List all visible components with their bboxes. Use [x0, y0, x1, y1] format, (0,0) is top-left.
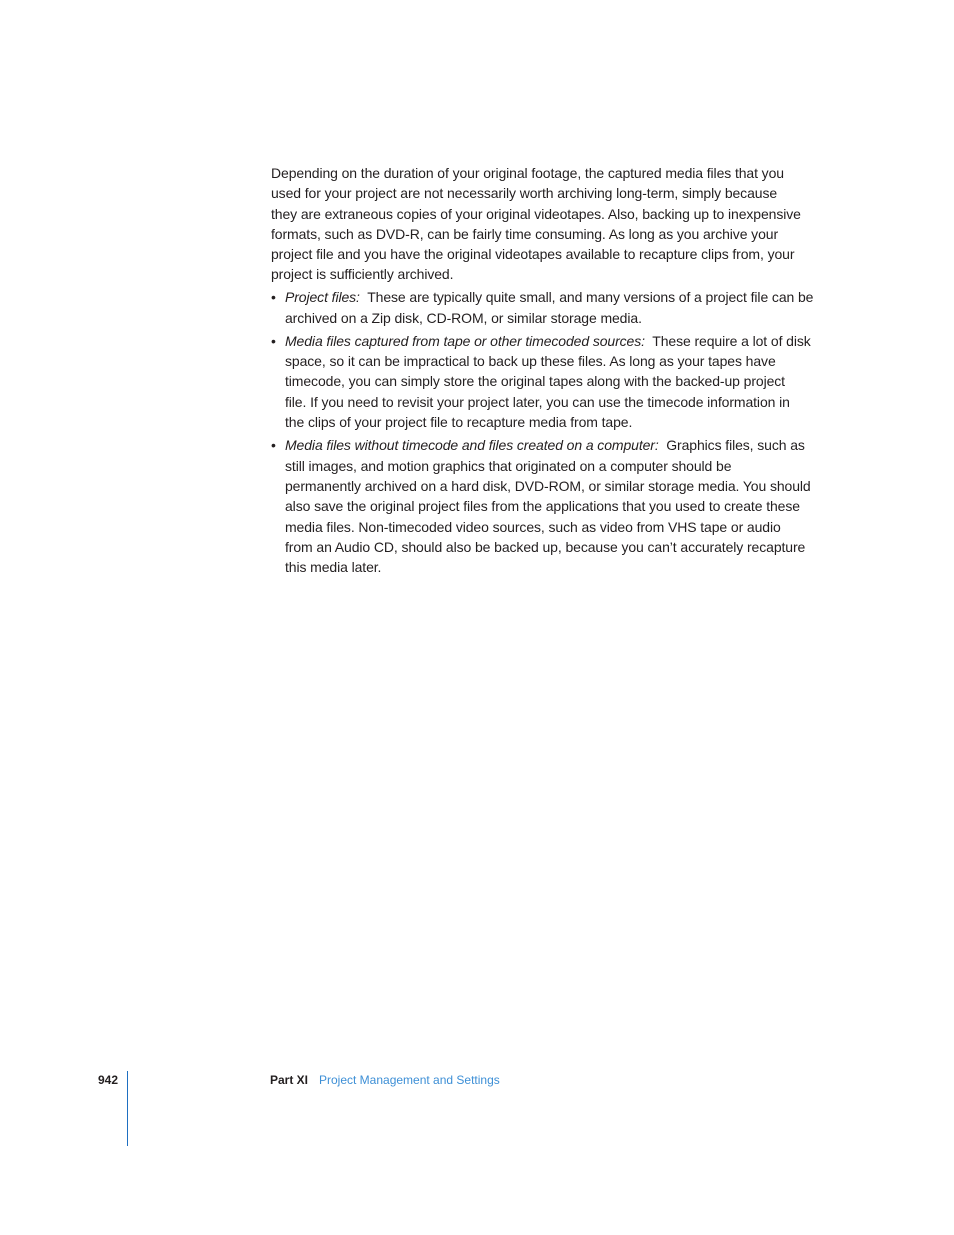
- text-line: [285, 435, 831, 455]
- text-line: used for your project are not necessarily worth archiving long-term, simply because: [271, 185, 778, 202]
- text-line: the clips of your project file to recapture media from tape.: [285, 414, 633, 431]
- footer-part-label: Part XI: [270, 1073, 309, 1087]
- text-line: [285, 287, 831, 307]
- bullet-item: [271, 435, 831, 577]
- text-line: this media later.: [285, 559, 382, 576]
- bullet-lead: Media files without timecode and files created on a computer:: [285, 437, 659, 454]
- page-number: 942: [98, 1073, 119, 1087]
- text-line: Depending on the duration of your original footage, the captured media files that you: [271, 165, 784, 181]
- text-line: timecode, you can simply store the original tapes along with the backed-up project: [285, 373, 785, 390]
- bullet-text: These require a lot of disk: [652, 332, 811, 349]
- bullet-list: [271, 287, 831, 577]
- text-line: permanently archived on a hard disk, DVD-ROM, or similar storage media. You should: [285, 477, 811, 494]
- bullet-text: Graphics files, such as: [666, 437, 805, 454]
- bullet-icon: •: [271, 437, 276, 454]
- text-line: also save the original project files from the applications that you used to create these: [285, 498, 800, 515]
- text-line: file. If you need to revisit your project later, you can use the timecode information in: [285, 393, 790, 410]
- bullet-item: [271, 331, 831, 432]
- text-line: [285, 331, 831, 351]
- bullet-item: [271, 287, 831, 328]
- text-line: media files. Non-timecoded video sources, such as video from VHS tape or audio: [285, 518, 781, 535]
- bullet-lead: Project files:: [285, 289, 360, 306]
- text-line: project is sufficiently archived.: [271, 266, 454, 283]
- text-line: formats, such as DVD-R, can be fairly time consuming. As long as you archive your: [271, 225, 779, 242]
- text-line: still images, and motion graphics that originated on a computer should be: [285, 457, 732, 474]
- footer-section-link[interactable]: Project Management and Settings: [319, 1073, 500, 1087]
- body-text: [271, 163, 831, 580]
- bullet-icon: •: [271, 289, 276, 306]
- text-line: they are extraneous copies of your original videotapes. Also, backing up to inexpensive: [271, 205, 801, 222]
- bullet-icon: •: [271, 332, 276, 349]
- footer-rule: [127, 1071, 128, 1146]
- bullet-lead: Media files captured from tape or other timecoded sources:: [285, 332, 645, 349]
- text-line: space, so it can be impractical to back up these files. As long as your tapes have: [285, 353, 776, 370]
- text-line: project file and you have the original videotapes available to recapture clips from, your: [271, 246, 795, 263]
- intro-paragraph: [271, 163, 831, 285]
- bullet-text: These are typically quite small, and many versions of a project file can be: [367, 289, 814, 306]
- text-line: from an Audio CD, should also be backed up, because you can’t accurately recapture: [285, 538, 806, 555]
- text-line: archived on a Zip disk, CD-ROM, or similar storage media.: [285, 309, 642, 326]
